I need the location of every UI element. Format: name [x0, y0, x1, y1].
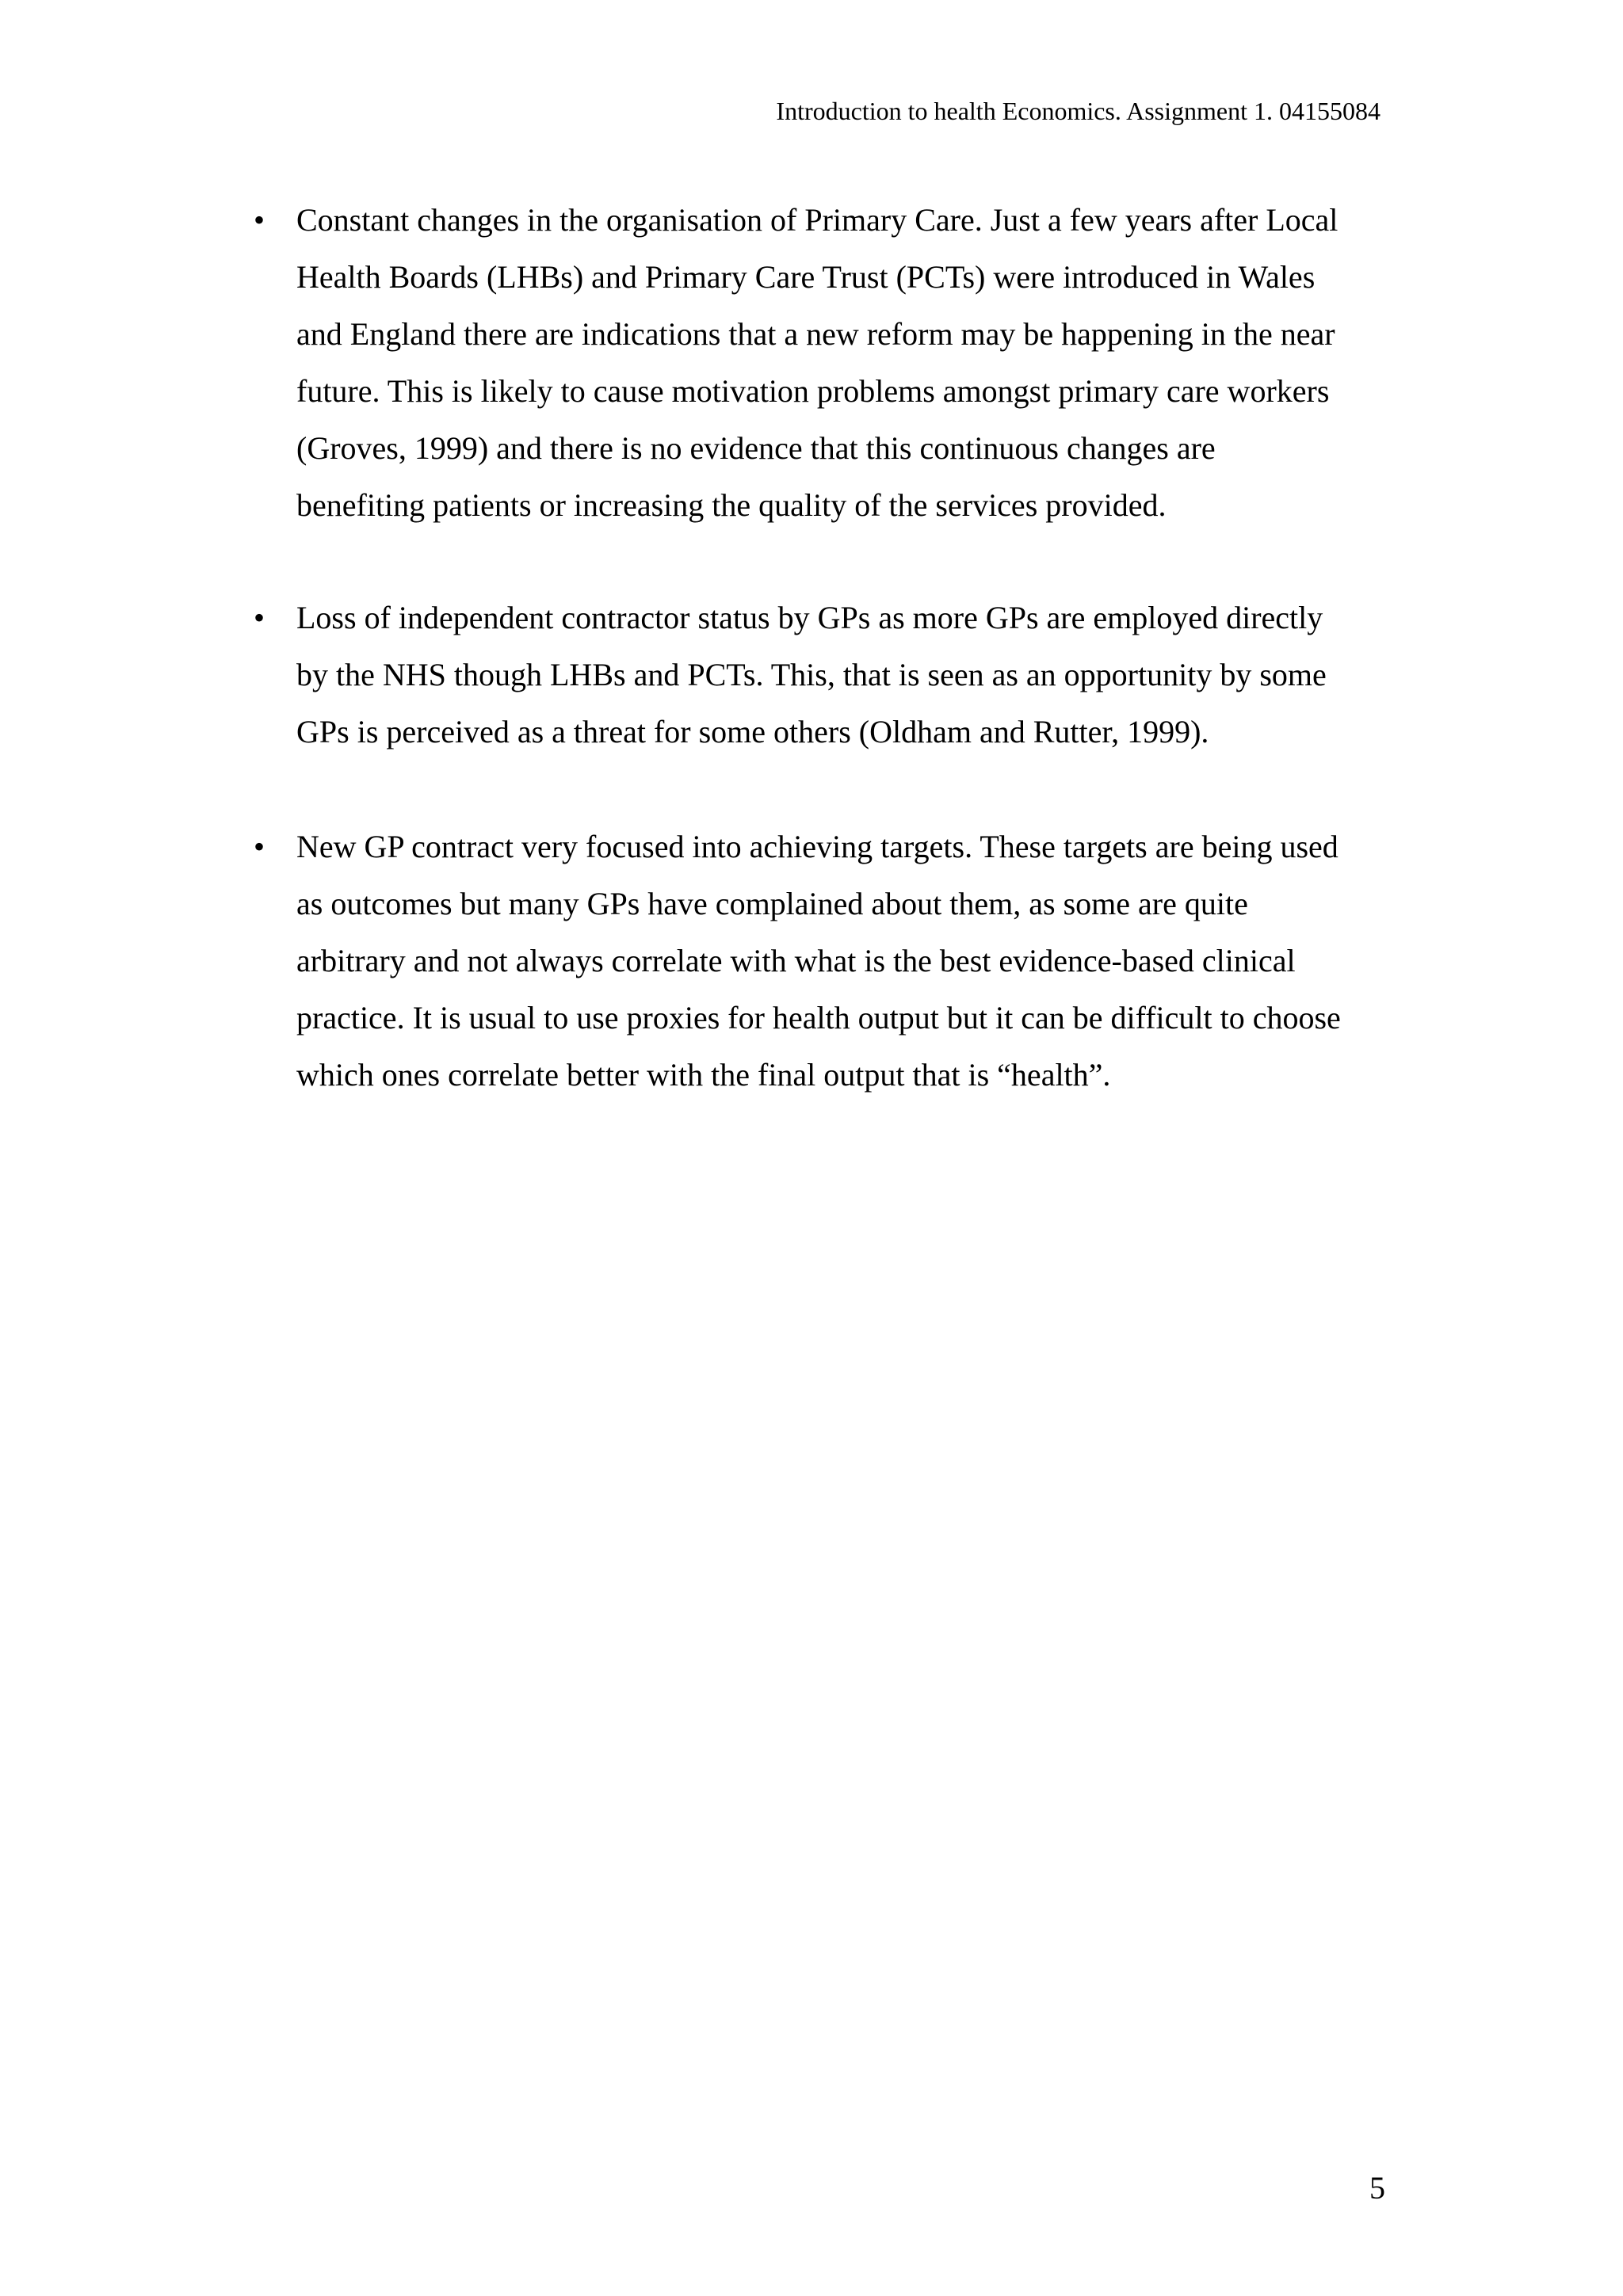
list-item-text: Constant changes in the organisation of Primary Care. Just a few years after Local Health Boards (LHBs) and Primary Care Trust (PCTs) were introduced in Wales and England there are indications that a new reform may be happening in the near future. This is likely to cause motivation problems amongst primary care workers (Groves, 1999) and there is no evidence that this continuous changes are benefiting patients or increasing the quality of the services provided. — [296, 202, 1338, 523]
list-item — [253, 589, 1390, 761]
bullet-icon: • — [253, 829, 265, 864]
running-header: Introduction to health Economics. Assignment 1. 04155084 — [776, 97, 1381, 125]
list-item — [253, 192, 1390, 534]
bullet-icon: • — [253, 600, 265, 635]
list-item — [253, 818, 1390, 1104]
list-item-text: Loss of independent contractor status by GPs as more GPs are employed directly by the NHS though LHBs and PCTs. This, that is seen as an opportunity by some GPs is perceived as a threat for some others (Oldham and Rutter, 1999). — [296, 600, 1327, 749]
list-item-text: New GP contract very focused into achieving targets. These targets are being used as outcomes but many GPs have complained about them, as some are quite arbitrary and not always correlate with what is the best evidence-based clinical practice. It is usual to use proxies for health output but it can be difficult to choose which ones correlate better with the final output that is “health”. — [296, 829, 1341, 1093]
bullet-icon: • — [253, 202, 265, 238]
page-number: 5 — [1369, 2170, 1385, 2206]
